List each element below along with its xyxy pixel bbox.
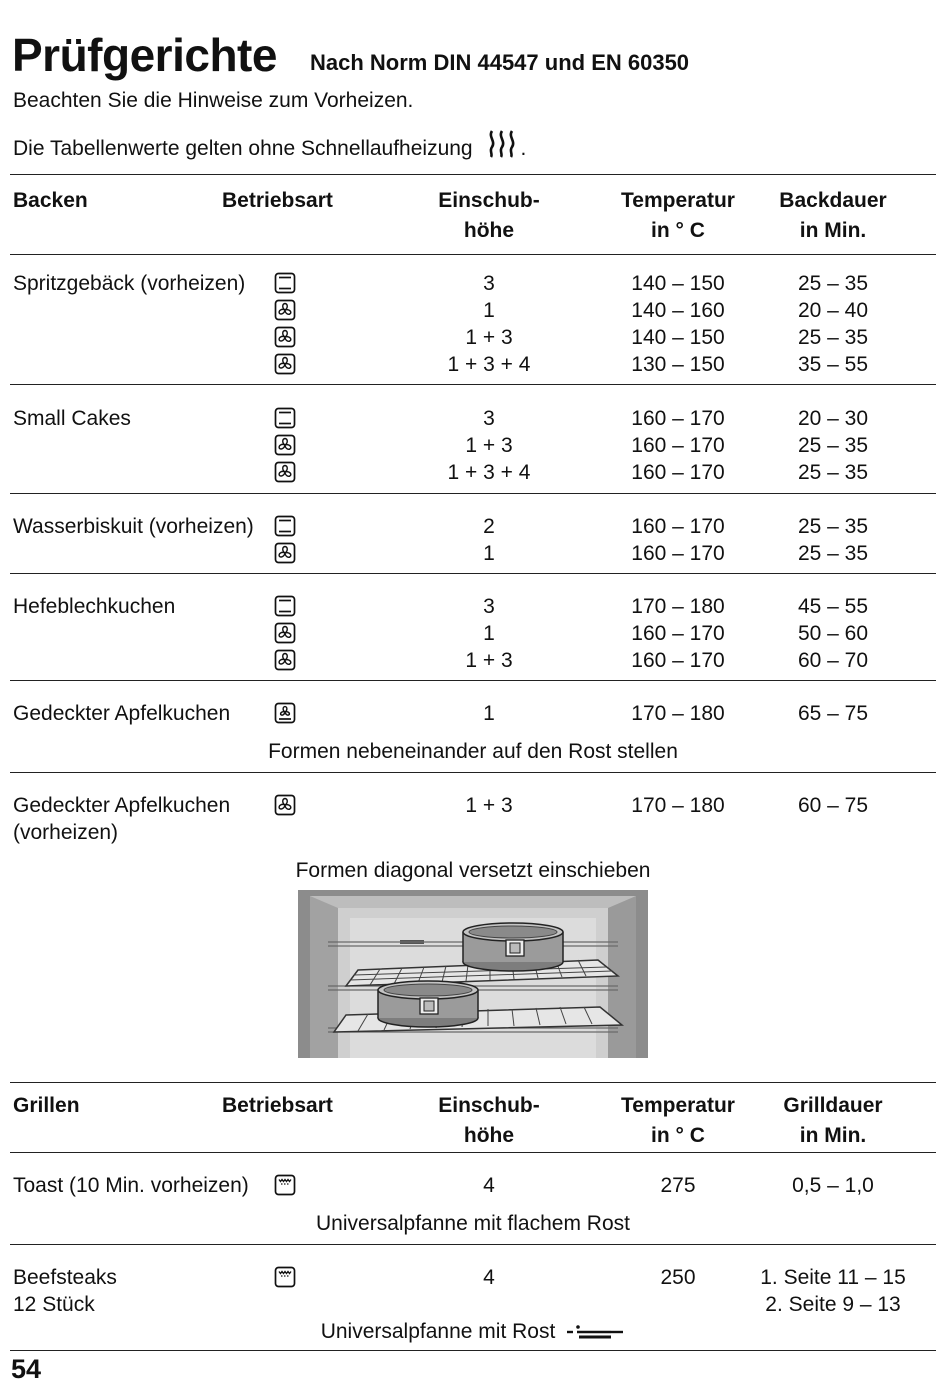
duration: 2. Seite 9 – 13 [765,1293,901,1316]
dish-name: (vorheizen) [13,821,119,844]
page-number: 54 [11,1354,42,1384]
duration: 50 – 60 [797,622,869,645]
shelf-level: 1 [483,299,495,322]
col-header-level-grill [409,1091,569,1151]
duration: 25 – 35 [797,542,869,565]
col-header-level-grill-line1: Einschub- [438,1094,540,1117]
rapid-heat-note-text: Die Tabellenwerte gelten ohne Schnellaufheizung [13,137,473,160]
col-header-mode: Betriebsart [222,189,333,212]
duration: 1. Seite 11 – 15 [760,1266,906,1289]
dish-name: Beefsteaks [13,1266,117,1289]
hot-air-icon [274,434,296,456]
top-bottom-heat-icon [274,515,296,537]
col-header-temp [598,186,758,246]
row-divider [10,772,936,773]
col-header-temp-grill-line2: in ° C [651,1124,705,1147]
hot-air-icon [274,326,296,348]
duration: 25 – 35 [797,326,869,349]
shelf-level: 1 + 3 + 4 [447,461,531,484]
dish-name: Hefeblechkuchen [13,595,176,618]
col-header-level [409,186,569,246]
rapid-heat-icon [486,129,520,159]
duration: 20 – 40 [797,299,869,322]
duration: 45 – 55 [797,595,869,618]
row-note-text: Formen diagonal versetzt einschieben [295,859,651,882]
duration: 25 – 35 [797,272,869,295]
shelf-level: 2 [483,515,495,538]
oven-illustration [298,890,648,1058]
table-rule [10,1152,936,1153]
duration: 25 – 35 [797,434,869,457]
row-divider [10,680,936,681]
temperature: 160 – 170 [631,649,725,672]
rapid-heat-note [13,129,526,161]
duration: 0,5 – 1,0 [792,1174,874,1197]
col-header-time-grill-line2: in Min. [799,1124,867,1147]
col-header-temp-line2: in ° C [651,219,705,242]
duration: 20 – 30 [797,407,869,430]
shelf-level: 3 [483,272,495,295]
col-header-time-grill [753,1091,913,1151]
shelf-level: 1 + 3 + 4 [447,353,531,376]
col-header-time-line2: in Min. [799,219,867,242]
preheat-note: Beachten Sie die Hinweise zum Vorheizen. [13,89,414,112]
pan-with-rack-icon [555,1320,625,1343]
duration: 60 – 70 [797,649,869,672]
row-note-text: Universalpfanne mit Rost [320,1320,556,1343]
temperature: 160 – 170 [631,407,725,430]
table-rule [10,1082,936,1083]
row-divider [10,384,936,385]
shelf-level: 1 [483,622,495,645]
temperature: 170 – 180 [631,794,725,817]
row-note-text: Formen nebeneinander auf den Rost stellen [268,740,678,763]
temperature: 160 – 170 [631,622,725,645]
shelf-level: 1 [483,542,495,565]
dish-name: Wasserbiskuit (vorheizen) [13,515,254,538]
shelf-level: 3 [483,407,495,430]
page-subtitle: Nach Norm DIN 44547 und EN 60350 [310,50,690,75]
temperature: 250 [660,1266,696,1289]
row-divider [10,1350,936,1351]
col-header-dish: Backen [13,189,88,212]
row-note [10,738,936,765]
temperature: 160 – 170 [631,515,725,538]
shelf-level: 4 [483,1266,495,1289]
shelf-level: 3 [483,595,495,618]
dish-name: Toast (10 Min. vorheizen) [13,1174,249,1197]
shelf-level: 1 [483,702,495,725]
col-header-time [753,186,913,246]
col-header-time-line1: Backdauer [779,189,887,212]
temperature: 160 – 170 [631,542,725,565]
row-divider [10,1244,936,1245]
temperature: 130 – 150 [631,353,725,376]
hot-air-icon [274,353,296,375]
col-header-temp-grill [598,1091,758,1151]
temperature: 160 – 170 [631,461,725,484]
duration: 25 – 35 [797,461,869,484]
col-header-mode-grill: Betriebsart [222,1094,333,1117]
duration: 60 – 75 [797,794,869,817]
hot-air-icon [274,299,296,321]
shelf-level: 1 + 3 [465,649,513,672]
temperature: 275 [660,1174,696,1197]
temperature: 160 – 170 [631,434,725,457]
row-note-text: Universalpfanne mit flachem Rost [316,1212,630,1235]
duration: 25 – 35 [797,515,869,538]
top-bottom-heat-icon [274,272,296,294]
hot-air-icon [274,461,296,483]
rapid-heat-note-end: . [520,137,527,160]
col-header-level-line2: höhe [463,219,515,242]
row-divider [10,573,936,574]
hot-air-icon [274,794,296,816]
table-rule [10,254,936,255]
shelf-level: 1 + 3 [465,326,513,349]
top-bottom-heat-icon [274,595,296,617]
temperature: 170 – 180 [631,702,725,725]
shelf-level: 1 + 3 [465,434,513,457]
shelf-level: 4 [483,1174,495,1197]
row-note [10,1210,936,1237]
row-note [10,857,936,884]
temperature: 140 – 150 [631,326,725,349]
col-header-dish-grill: Grillen [13,1094,80,1117]
page-title: Prüfgerichte [12,29,277,81]
dish-name: Spritzgebäck (vorheizen) [13,272,246,295]
row-note [10,1318,936,1345]
hot-air-icon [274,542,296,564]
hot-air-icon [274,622,296,644]
dish-name: Gedeckter Apfelkuchen [13,794,231,817]
duration: 35 – 55 [797,353,869,376]
col-header-time-grill-line1: Grilldauer [783,1094,883,1117]
col-header-level-line1: Einschub- [438,189,540,212]
grill-icon [274,1174,296,1196]
shelf-level: 1 + 3 [465,794,513,817]
col-header-temp-line1: Temperatur [621,189,735,212]
top-bottom-heat-icon [274,407,296,429]
temperature: 170 – 180 [631,595,725,618]
dish-name: 12 Stück [13,1293,95,1316]
temperature: 140 – 160 [631,299,725,322]
grill-icon [274,1266,296,1288]
hot-air-bottom-heat-icon [274,702,296,724]
row-divider [10,493,936,494]
duration: 65 – 75 [797,702,869,725]
col-header-temp-grill-line1: Temperatur [621,1094,735,1117]
table-rule [10,174,936,175]
temperature: 140 – 150 [631,272,725,295]
hot-air-icon [274,649,296,671]
dish-name: Small Cakes [13,407,131,430]
dish-name: Gedeckter Apfelkuchen [13,702,231,725]
col-header-level-grill-line2: höhe [463,1124,515,1147]
